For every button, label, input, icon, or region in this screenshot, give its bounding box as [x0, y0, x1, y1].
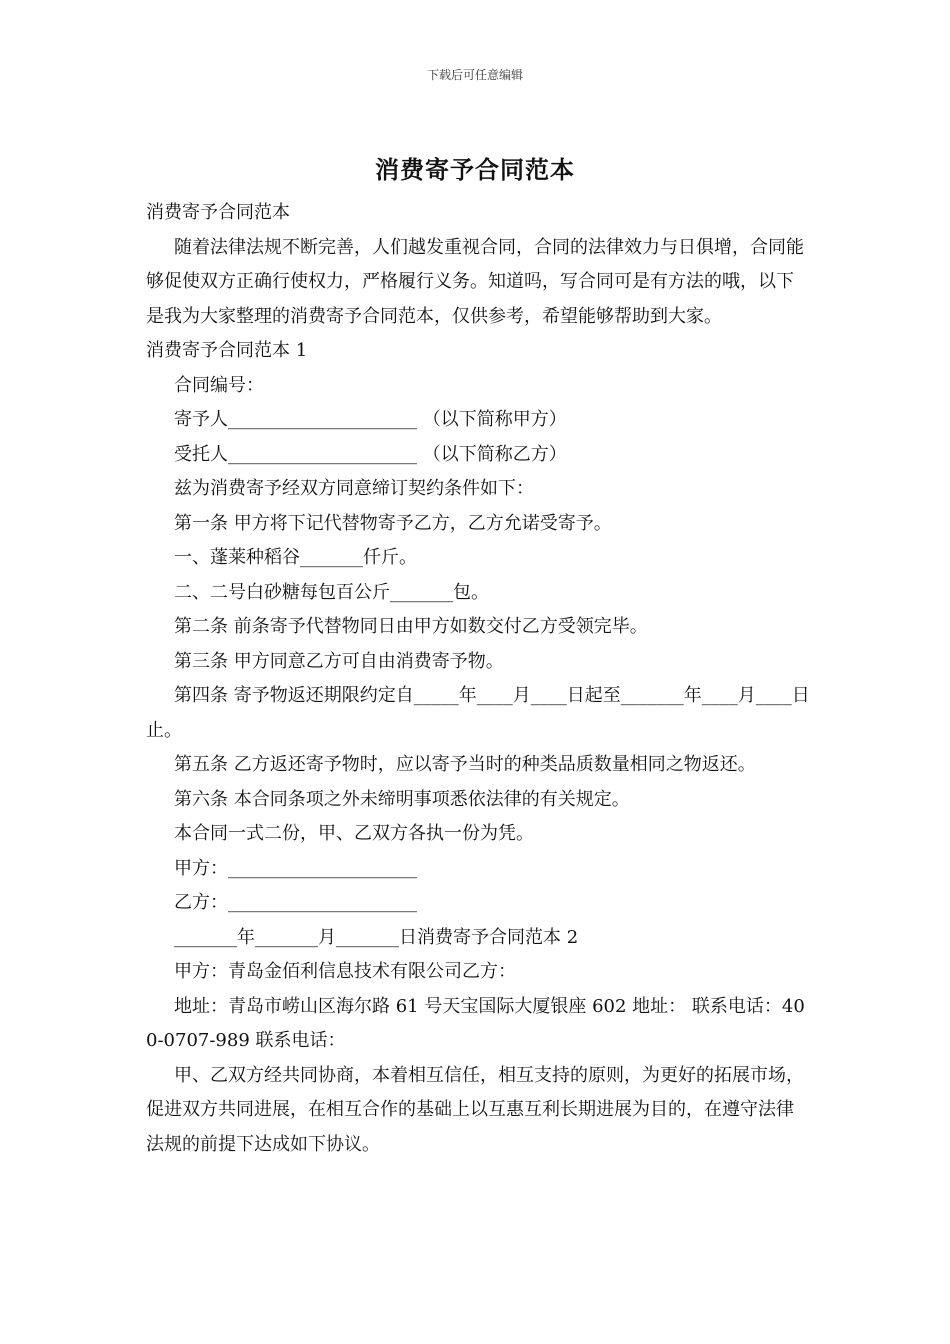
paragraph-article-1: 第一条 甲方将下记代替物寄予乙方，乙方允诺受寄予。	[174, 512, 612, 534]
paragraph-party-b-sign: 乙方：_____________________	[174, 892, 417, 913]
paragraph-copies: 本合同一式二份，甲、乙双方各执一份为凭。	[174, 823, 534, 844]
paragraph-subtitle: 消费寄予合同范本	[146, 202, 290, 223]
paragraph-date-sample-2: _______年_______月_______日消费寄予合同范本 2	[174, 926, 579, 948]
paragraph-item-2: 二、二号白砂糖每包百公斤_______包。	[174, 581, 489, 603]
paragraph-article-2: 第二条 前条寄予代替物同日由甲方如数交付乙方受领完毕。	[174, 616, 648, 637]
document-title: 消费寄予合同范本	[375, 155, 575, 184]
paragraph-sample-1-heading: 消费寄予合同范本 1	[146, 340, 308, 361]
paragraph-article-3: 第三条 甲方同意乙方可自由消费寄予物。	[174, 650, 504, 672]
header-note: 下载后可任意编辑	[426, 68, 523, 82]
document-body	[146, 196, 810, 1162]
paragraph-depositor: 寄予人_____________________ （以下简称甲方）	[174, 409, 567, 430]
paragraph-article-5: 第五条 乙方返还寄予物时，应以寄予当时的种类品质数量相同之物返还。	[174, 754, 756, 775]
paragraph-address: 地址：青岛市崂山区海尔路 61 号天宝国际大厦银座 602 地址： 联系电话：400-0707-989 联系电话：	[146, 995, 805, 1051]
paragraph-intro: 随着法律法规不断完善，人们越发重视合同，合同的法律效力与日俱增，合同能够促使双方正确行使权力，严格履行义务。知道吗，写合同可是有方法的哦，以下是我为大家整理的消费寄予合同范本，仅供参考，希望能够帮助到大家。	[146, 236, 804, 327]
paragraph-contract-number: 合同编号：	[174, 374, 264, 396]
paragraph-trustee: 受托人_____________________ （以下简称乙方）	[174, 443, 567, 465]
paragraph-item-1: 一、蓬莱种稻谷_______仟斤。	[174, 547, 417, 568]
paragraph-party-a-sign: 甲方：_____________________	[174, 857, 417, 879]
paragraph-preamble: 兹为消费寄予经双方同意缔订契约条件如下：	[174, 478, 534, 499]
paragraph-article-6: 第六条 本合同条项之外未缔明事项悉依法律的有关规定。	[174, 788, 630, 810]
paragraph-party-a-company: 甲方：青岛金佰利信息技术有限公司乙方：	[174, 961, 516, 982]
paragraph-agreement-intro: 甲、乙双方经共同协商，本着相互信任，相互支持的原则，为更好的拓展市场，促进双方共同进展，在相互合作的基础上以互惠互利长期进展为目的，在遵守法律法规的前提下达成如下协议。	[146, 1064, 804, 1155]
paragraph-article-4: 第四条 寄予物返还期限约定自_____年____月____日起至_______年____月____日止。	[146, 685, 810, 741]
